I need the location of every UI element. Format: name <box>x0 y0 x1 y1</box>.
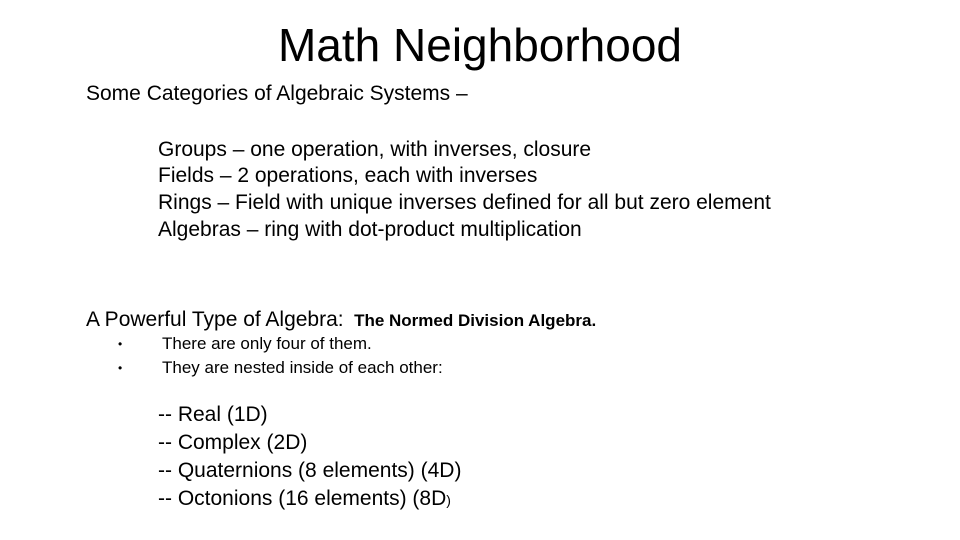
powerful-heading <box>86 306 596 335</box>
bullet-item <box>118 332 443 356</box>
category-fields: Fields – 2 operations, each with inverses <box>158 164 538 187</box>
algebra-quaternions: -- Quaternions (8 elements) (4D) <box>158 459 462 482</box>
slide-title: Math Neighborhood <box>277 19 683 71</box>
bullet-icon: • <box>118 337 123 351</box>
bullet-list <box>118 332 443 380</box>
algebra-complex: -- Complex (2D) <box>158 431 308 454</box>
algebra-octonions <box>158 485 461 514</box>
category-groups: Groups – one operation, with inverses, closure <box>158 138 592 161</box>
bullet-icon: • <box>118 361 123 375</box>
algebra-real: -- Real (1D) <box>158 403 268 426</box>
bullet-text: They are nested inside of each other: <box>162 358 443 377</box>
closing-paren: ) <box>446 492 451 508</box>
categories-list <box>158 137 858 243</box>
bullet-text: There are only four of them. <box>162 334 372 353</box>
algebras-list <box>158 401 461 514</box>
algebra-octonions-text: -- Octonions (16 elements) (8D <box>158 487 447 510</box>
bullet-item <box>118 356 443 380</box>
subtitle: Some Categories of Algebraic Systems – <box>86 82 468 105</box>
category-rings: Rings – Field with unique inverses defined for all but zero element <box>158 191 771 214</box>
category-algebras: Algebras – ring with dot-product multiplication <box>158 218 582 241</box>
powerful-lead: A Powerful Type of Algebra: <box>86 308 344 331</box>
powerful-strong: The Normed Division Algebra. <box>354 311 597 330</box>
